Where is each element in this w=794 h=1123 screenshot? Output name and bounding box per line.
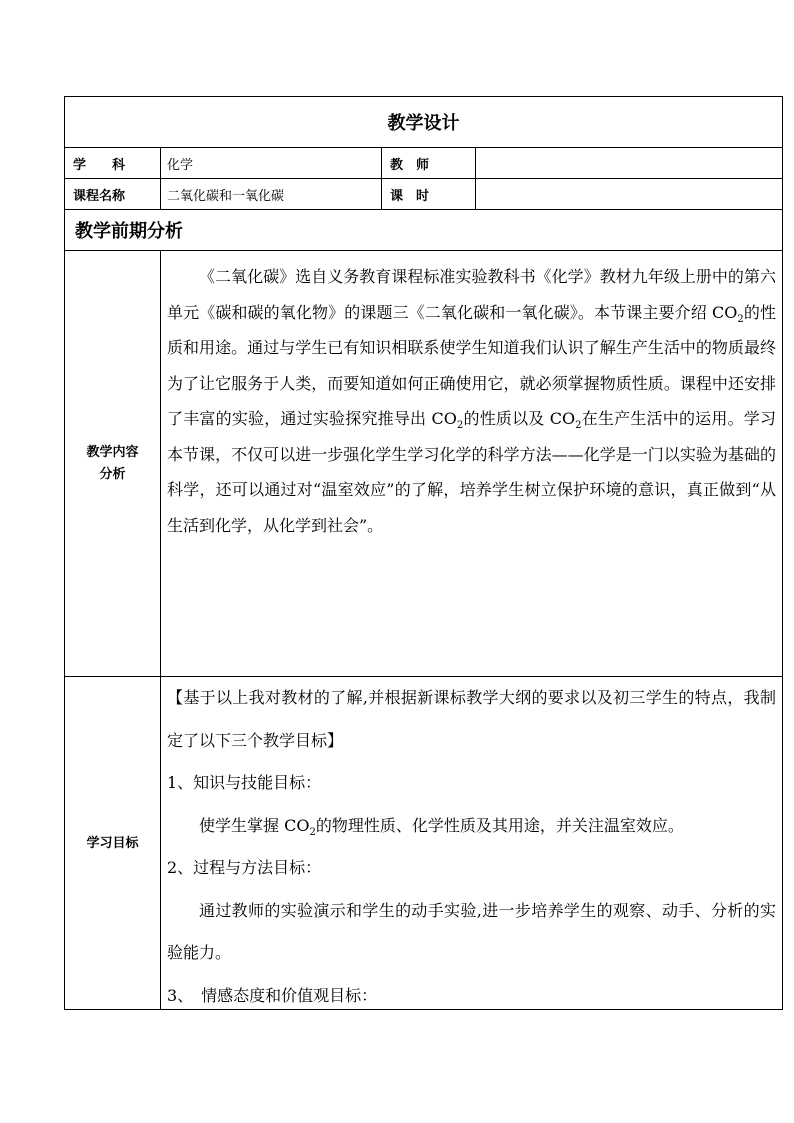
- teacher-value: [476, 148, 782, 178]
- period-label: 课 时: [382, 179, 476, 209]
- content-analysis-paragraph: [167, 259, 776, 543]
- subscript: 2: [456, 420, 464, 432]
- text-segment: 在生产生活中的运用。学习本节课，不仅可以进一步强化学生学习化学的科学方法——化学是一门以实验为基础的科学，还可以通过对“温室效应”的了解，培养学生树立保护环境的意识，真正做到“从生活到化学，从化学到社会”。: [167, 409, 776, 535]
- content-analysis-label-text: 教学内容分析: [86, 444, 139, 482]
- info-row-course: [65, 179, 782, 210]
- goal1-text: [167, 805, 776, 848]
- section-heading-row: [65, 210, 782, 251]
- goal2-title: 2、过程与方法目标：: [167, 858, 322, 877]
- subject-label: 学 科: [65, 148, 161, 178]
- subscript: 2: [737, 313, 744, 325]
- text-segment: 《二氧化碳》选自义务教育课程标准实验教科书《化学》教材九年级上册中的第六单元《碳和碳的氧化物》的课题三《二氧化碳和一氧化碳》。本节课主要介绍 CO: [167, 267, 776, 322]
- teacher-label: 教 师: [382, 148, 476, 178]
- content-analysis-row: [65, 251, 782, 677]
- text-segment: 的性质和用途。通过与学生已有知识相联系使学生知道我们认识了解生产生活中的物质最终为了让它服务于人类，而要知道如何正确使用它，就必须掌握物质性质。课程中还安排了丰富的实验，通过实验探究推导出 CO: [167, 302, 776, 428]
- learning-goals-text: [161, 677, 782, 1010]
- subscript: 2: [575, 420, 582, 432]
- document-title: 教学设计: [387, 113, 460, 134]
- course-label: 课程名称: [65, 179, 161, 209]
- goal1-title: 1、知识与技能目标：: [167, 773, 322, 792]
- goal3-title: 3、 情感态度和价值观目标：: [167, 985, 378, 1005]
- subject-value: 化学: [161, 148, 382, 178]
- info-row-subject: [65, 148, 782, 179]
- text-segment: 的物理性质、化学性质及其用途，并关注温室效应。: [315, 815, 684, 835]
- text-segment: 使学生掌握 CO: [199, 815, 310, 835]
- content-analysis-text: [161, 251, 782, 676]
- learning-goals-label: 学习目标: [65, 677, 161, 1010]
- title-row: [65, 97, 782, 148]
- goal2-text: 通过教师的实验演示和学生的动手实验,进一步培养学生的观察、动手、分析的实验能力。: [167, 900, 776, 962]
- goals-intro: 【基于以上我对教材的了解,并根据新课标教学大纲的要求以及初三学生的特点，我制定了以下三个教学目标】: [167, 688, 776, 750]
- section-heading: 教学前期分析: [75, 221, 183, 242]
- period-value: [476, 179, 782, 209]
- lesson-plan-table: [64, 96, 783, 1010]
- content-analysis-label: [65, 251, 161, 676]
- learning-goals-row: [65, 677, 782, 1010]
- course-value: 二氧化碳和一氧化碳: [161, 179, 382, 209]
- text-segment: 的性质以及 CO: [463, 409, 576, 428]
- subscript: 2: [309, 826, 316, 838]
